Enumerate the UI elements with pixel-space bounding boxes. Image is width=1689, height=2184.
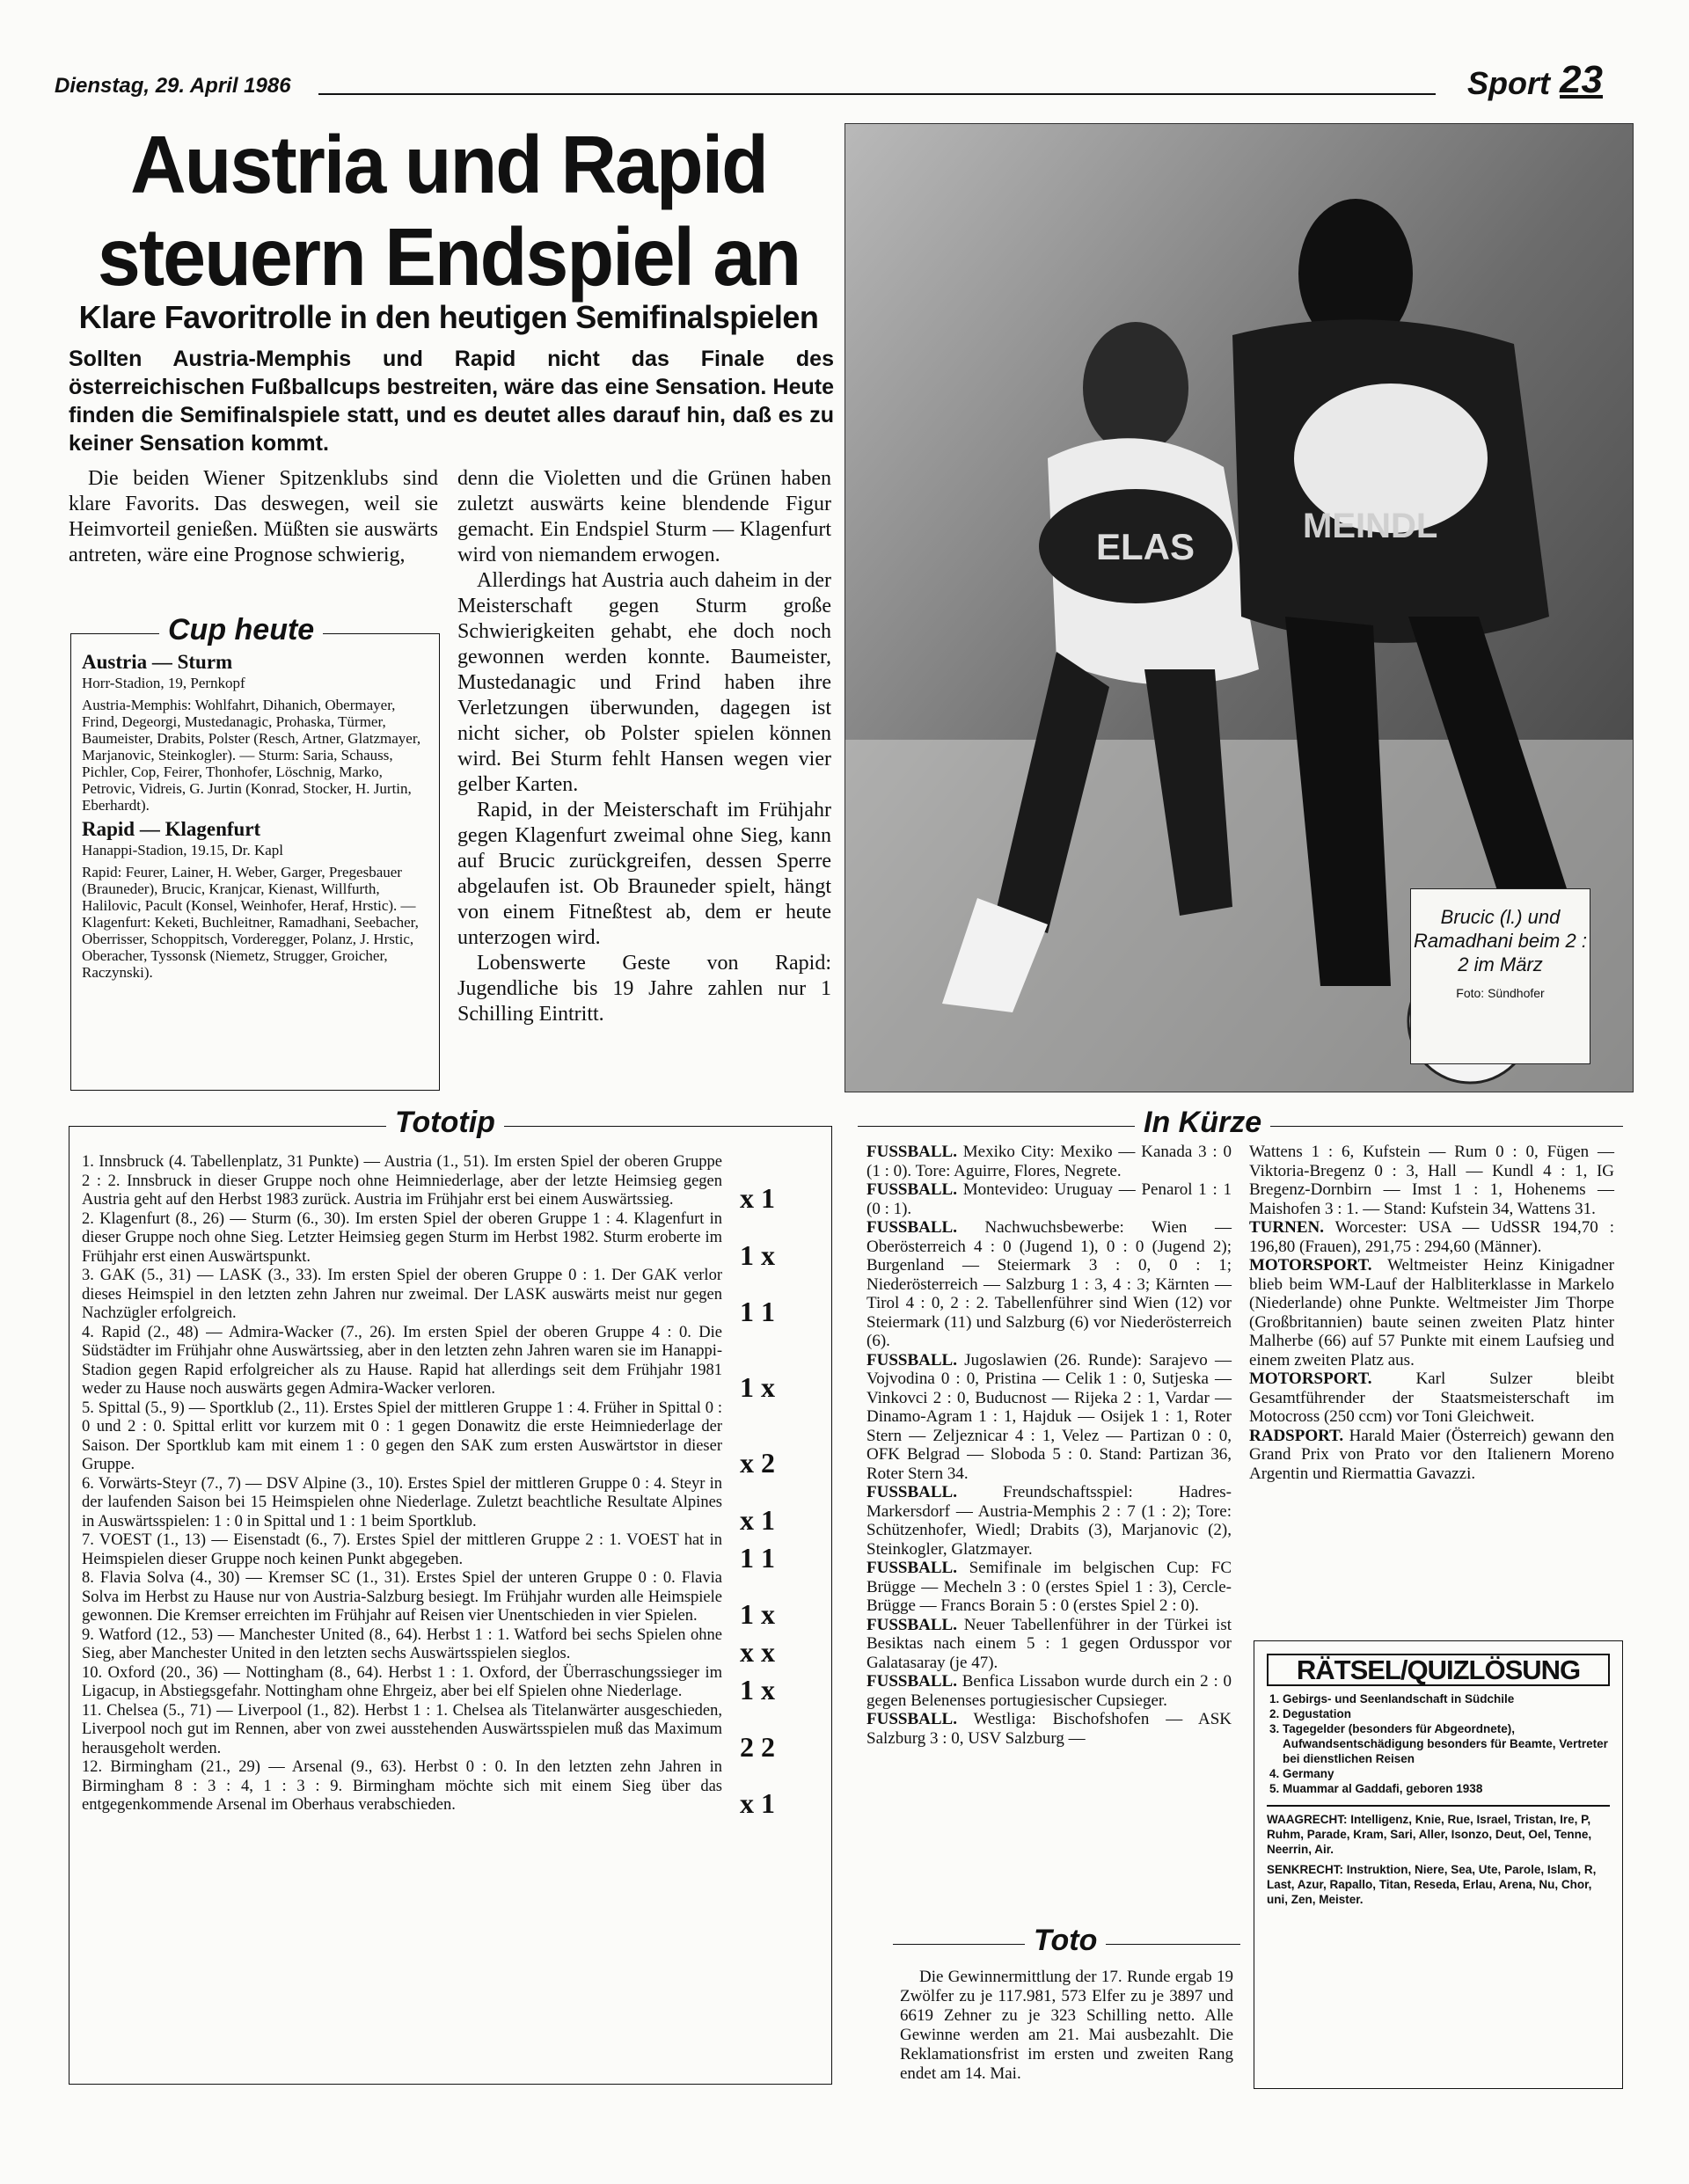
page-number: 23: [1560, 58, 1603, 101]
jersey-text: ELAS: [1096, 526, 1195, 567]
brief-item: [866, 1710, 1232, 1748]
tototip-text: 4. Rapid (2., 48) — Admira-Wacker (7., 26). Im ersten Spiel der oberen Gruppe 4 : 0. Die Südstädter im Frühjahr ohne Auswärtssieg, aber in den letzten zehn Jahren waren sie im Hanappi-Stadion gegen Rapid erfolgreicher als zu Hause. Rapid hat allerdings seit dem Frühjahr 1981 weder zu Hause noch auswärts gegen Admira-Wacker verloren.: [82, 1323, 722, 1398]
quiz-title: RÄTSEL/QUIZLÖSUNG: [1267, 1654, 1610, 1686]
brief-keyword: FUSSBALL.: [866, 1350, 957, 1370]
tototip-prediction: x 1: [740, 1787, 775, 1819]
in-brief-column-2: [1249, 1143, 1614, 1483]
photo-caption: Brucic (l.) und Ramadhani beim 2 : 2 im März: [1414, 906, 1587, 975]
tototip-title: Tototip: [386, 1106, 504, 1140]
brief-text: Semifinale im belgischen Cup: FC Brügge — Mecheln 3 : 0 (erstes Spiel 1 : 3), Cercle-Brügge — Francs Borain 5 : 0 (erstes Spiel 2 : 0).: [866, 1559, 1232, 1615]
jersey-text: MEINDL: [1303, 507, 1438, 545]
down-answers: Instruktion, Niere, Sea, Ute, Parole, Islam, R, Last, Azur, Rapallo, Titan, Reseda, Erlau, Arena, Nu, Chor, uni, Zen, Meister.: [1267, 1863, 1597, 1906]
brief-text: Westliga: Bischofshofen — ASK Salzburg 3 : 0, USV Salzburg —: [866, 1710, 1232, 1748]
tototip-prediction: 1 1: [740, 1296, 775, 1327]
tototip-item: [82, 1625, 819, 1668]
brief-item: [866, 1672, 1232, 1710]
brief-text: Neuer Tabellenführer in der Türkei ist Besiktas nach einem 5 : 1 gegen Ordusspor vor Galatasaray (je 47).: [866, 1615, 1232, 1672]
in-brief-column-1: [866, 1143, 1232, 1748]
tototip-text: 12. Birmingham (21., 29) — Arsenal (9., 63). Herbst 0 : 0. In den letzten zehn Jahren in Birmingham 8 : 3 : 4, 1 : 3 : 9. Birmingham möchte sich mit einem Sieg über das entgegenkommende Arsenal im Oberhaus verabschieden.: [82, 1758, 722, 1814]
tototip-text: 5. Spittal (5., 9) — Sportklub (2., 11). Erstes Spiel der mittleren Gruppe 1 : 4. Früher in Spittal 0 : 0 und 2 : 0. Spittal erlitt vor kurzem mit 0 : 1 gegen Donawitz die erste Heimniederlage der Saison. Der Sportklub kam mit einem 1 : 0 gegen den SAK zum ersten Auswärtstor in dieser Gruppe.: [82, 1399, 722, 1473]
crossword-across: [1267, 1812, 1610, 1857]
tototip-text: 2. Klagenfurt (8., 26) — Sturm (6., 30). Im ersten Spiel der oberen Gruppe 1 : 4. Klagenfurt in dieser Gruppe noch ohne Sieg. Letzter Heimsieg gegen Sturm im Herbst 1982. Sturm eroberte im Frühjahr erst einen Auswärtspunkt.: [82, 1209, 722, 1266]
cup-box-title: Cup heute: [159, 613, 323, 647]
brief-item: [866, 1143, 1232, 1180]
quiz-solution-box: [1254, 1640, 1623, 2089]
subheadline: Klare Favoritrolle in den heutigen Semifinalspielen: [78, 299, 819, 335]
brief-item: [866, 1351, 1232, 1484]
issue-date: Dienstag, 29. April 1986: [55, 74, 291, 98]
brief-item: [1249, 1143, 1614, 1218]
brief-item: [866, 1559, 1232, 1616]
lead-paragraph: Sollten Austria-Memphis und Rapid nicht das Finale des österreichischen Fußballcups bestreiten, wäre das eine Sensation. Heute finden die Semifinalspiele statt, und es deutet alles darauf hin, daß es zu keiner Sensation kommt.: [69, 347, 834, 456]
quiz-answer: 3. Tagegelder (besonders für Abgeordnete), Aufwandsentschädigung besonders für Beamte, Vertreter bei dienstlichen Reisen: [1283, 1721, 1610, 1766]
brief-keyword: FUSSBALL.: [866, 1143, 957, 1161]
match-venue: Hanappi-Stadion, 19.15, Dr. Kapl: [82, 842, 283, 858]
tototip-prediction: x 1: [740, 1182, 775, 1214]
tototip-item: [82, 1569, 819, 1630]
brief-keyword: FUSSBALL.: [866, 1483, 957, 1501]
tototip-item: [82, 1663, 819, 1706]
brief-item: [866, 1218, 1232, 1351]
tototip-prediction: 1 x: [740, 1674, 775, 1706]
article-paragraph: Allerdings hat Austria auch daheim in der Meisterschaft gegen Sturm große Schwierigkeiten gehabt, ehe doch noch gewonnen werden konnte. Baumeister, Mustedanagic und Frind haben ihre Verletzungen überwunden, dagegen ist nicht sicher, ob Polster spielen können wird. Bei Sturm fehlt Hansen wegen vier gelber Karten.: [457, 569, 831, 796]
tototip-prediction: 1 x: [740, 1238, 775, 1271]
article-column-2: [457, 466, 831, 1027]
brief-text: Wattens 1 : 6, Kufstein — Rum 0 : 0, Fügen — Viktoria-Bregenz 0 : 3, Hall — Kundl 4 : 1, IG Bregenz-Dornbirn — Imst 1 : 1, Hohenems — Maishofen 3 : 1. — Stand: Kufstein 34, Wattens 31.: [1249, 1143, 1614, 1218]
brief-item: [1249, 1427, 1614, 1484]
tototip-item: [82, 1531, 819, 1574]
brief-item: [866, 1483, 1232, 1559]
article-paragraph: Die beiden Wiener Spitzenklubs sind klare Favorits. Das deswegen, weil sie Heimvorteil genießen. Müßten sie auswärts antreten, wäre eine Prognose schwierig,: [69, 467, 438, 566]
brief-keyword: MOTORSPORT.: [1249, 1370, 1372, 1388]
tototip-text: 3. GAK (5., 31) — LASK (3., 33). Im ersten Spiel der oberen Gruppe 0 : 1. Der GAK verlor dieses Heimspiel in den letzten zehn Jahren nur zweimal. Der LASK auswärts meist nur gegen Nachzügler erfolgreich.: [82, 1267, 722, 1322]
across-answers: Intelligenz, Knie, Rue, Israel, Tristan, Ire, P, Ruhm, Parade, Kram, Sari, Aller, Isonzo, Deut, Oel, Tenne, Neerrin, Air.: [1267, 1813, 1592, 1856]
section-name: Sport: [1467, 65, 1550, 101]
article-paragraph: Rapid, in der Meisterschaft im Frühjahr gegen Klagenfurt zweimal ohne Sieg, kann auf Brucic zurückgreifen, dessen Sperre abgelaufen ist. Ob Brauneder spielt, hängt von einem Fitneßtest ab, dem er heute unterzogen wird.: [457, 799, 831, 949]
article-paragraph: Lobenswerte Geste von Rapid: Jugendliche bis 19 Jahre zahlen nur 1 Schilling Eintritt.: [457, 952, 831, 1026]
match-title: Austria — Sturm: [82, 651, 233, 673]
quiz-answer: 5. Muammar al Gaddafi, geboren 1938: [1283, 1781, 1610, 1796]
brief-text: Mexiko City: Mexiko — Kanada 3 : 0 (1 : 0). Tore: Aguirre, Flores, Negrete.: [866, 1143, 1232, 1180]
quiz-answer: 1. Gebirgs- und Seenlandschaft in Südchile: [1283, 1691, 1610, 1706]
brief-item: [1249, 1370, 1614, 1427]
tototip-item: [82, 1701, 819, 1763]
tototip-text: 8. Flavia Solva (4., 30) — Kremser SC (1., 31). Erstes Spiel der unteren Gruppe 0 : 0. Flavia Solva im Herbst zu Hause nur von Austria-Salzburg besiegt. Im Frühjahr wurden alle Heimspiele gewonnen. Die Kremser erreichten im Frühjahr auf Reisen vier Unentschieden in vier Spielen.: [82, 1569, 722, 1625]
tototip-prediction: x x: [740, 1636, 775, 1668]
tototip-item: [82, 1153, 819, 1214]
tototip-prediction: x 1: [740, 1503, 775, 1536]
brief-keyword: FUSSBALL.: [866, 1218, 957, 1237]
quiz-divider: [1267, 1805, 1610, 1807]
brief-text: Nachwuchsbewerbe: Wien — Oberösterreich 4 : 0 (Jugend 1), 0 : 0 (Jugend 2); Burgenland — Steiermark 3 : 0, 0 : 1; Niederösterreich — Salzburg 1 : 3, 4 : 3; Kärnten — Tirol 4 : 0, 2 : 2. Tabellenführer sind Wien (12) vor Steiermark (11) und Salzburg (6) vor Niederösterreich (6).: [866, 1218, 1232, 1350]
article-column-1: [69, 466, 438, 568]
brief-keyword: TURNEN.: [1249, 1218, 1324, 1237]
tototip-text: 6. Vorwärts-Steyr (7., 7) — DSV Alpine (3., 10). Erstes Spiel der mittleren Gruppe 0 : 4. Steyr in der laufenden Saison bei 15 Heimspielen ohne Niederlage. Zuletzt beachtliche Resultate Alpines in Auswärtsspielen: 1 : 0 in Spittal und 1 : 1 beim Sportklub.: [82, 1474, 722, 1530]
brief-item: [1249, 1256, 1614, 1370]
crossword-down: [1267, 1862, 1610, 1907]
brief-item: [1249, 1218, 1614, 1256]
tototip-text: 7. VOEST (1., 13) — Eisenstadt (6., 7). Erstes Spiel der mittleren Gruppe 2 : 1. VOEST hat in Heimspielen dieser Gruppe noch keinen Punkt abgegeben.: [82, 1531, 722, 1568]
match-lineup: Austria-Memphis: Wohlfahrt, Dihanich, Obermayer, Frind, Degeorgi, Mustedanagic, Prohaska, Türmer, Baumeister, Drabits, Polster (Resch, Artner, Glatzmayer, Marjanovic, Steinkogler). — Sturm: Saria, Schauss, Pichler, Cop, Feirer, Thonhofer, Löschnig, Marko, Petrovic, Vidreis, G. Jurtin (Konrad, Stocker, H. Jurtin, Eberhardt).: [82, 697, 421, 814]
brief-text: Harald Maier (Österreich) gewann den Grand Prix von Prato vor den Italienern Moreno Argentin und Riermattia Gavazzi.: [1249, 1426, 1614, 1483]
toto-box: [893, 1924, 1240, 2089]
tototip-list: [82, 1153, 819, 1819]
brief-item: [866, 1180, 1232, 1218]
page-header: [55, 58, 1603, 102]
tototip-item: [82, 1474, 819, 1536]
toto-title: Toto: [1025, 1924, 1106, 1958]
down-label: SENKRECHT:: [1267, 1863, 1344, 1876]
tototip-text: 9. Watford (12., 53) — Manchester United (8., 64). Herbst 1 : 1. Watford bei sechs Spielen ohne Sieg, aber Manchester United in den letzten sechs Auswärtsspielen sieglos.: [82, 1625, 722, 1662]
match-title: Rapid — Klagenfurt: [82, 818, 261, 840]
quiz-answer: 4. Germany: [1283, 1766, 1610, 1781]
tototip-prediction: x 2: [740, 1447, 775, 1479]
tototip-item: [82, 1399, 819, 1479]
brief-keyword: FUSSBALL.: [866, 1180, 957, 1199]
brief-text: Worcester: USA — UdSSR 194,70 : 196,80 (Frauen), 291,75 : 294,60 (Männer).: [1249, 1218, 1614, 1256]
brief-keyword: FUSSBALL.: [866, 1615, 957, 1634]
in-brief-title: In Kürze: [1135, 1106, 1270, 1140]
quiz-answer: 2. Degustation: [1283, 1706, 1610, 1721]
tototip-text: 10. Oxford (20., 36) — Nottingham (8., 64). Herbst 1 : 1. Oxford, der Überraschungssieger im Ligacup, in Abstiegsgefahr. Nottingham ohne Ehrgeiz, aber bei elf Spielen ohne Niederlage.: [82, 1663, 722, 1700]
tototip-item: [82, 1323, 819, 1403]
tototip-prediction: 2 2: [740, 1730, 775, 1763]
tototip-prediction: 1 x: [740, 1371, 775, 1403]
brief-keyword: FUSSBALL.: [866, 1672, 957, 1691]
match-lineup: Rapid: Feurer, Lainer, H. Weber, Garger, Pregesbauer (Brauneder), Brucic, Kranjcar, Kienast, Willfurth, Halilovic, Pacult (Konsel, Weinhofer, Heraf, Hrstic). — Klagenfurt: Keketi, Buchleitner, Ramadhani, Seebacher, Oberrisser, Schoppitsch, Vorderegger, Polanz, J. Hrstic, Oberacher, Tyssonsk (Niemetz, Strugger, Groicher, Raczynski).: [82, 864, 419, 981]
photo-credit: Foto: Sündhofer: [1456, 986, 1545, 1000]
tototip-text: 1. Innsbruck (4. Tabellenplatz, 31 Punkte) — Austria (1., 51). Im ersten Spiel der oberen Gruppe 2 : 2. Innsbruck in dieser Gruppe noch ohne Heimniederlage, aber der letzte Heimsieg gegen Austria geht auf den Herbst 1983 zurück. Austria im Frühjahr erst bei einem Auswärtssieg.: [82, 1153, 722, 1209]
brief-text: Weltmeister Heinz Kinigadner blieb beim WM-Lauf der Halbliterklasse in Markelo (Niederlande) ohne Punkte. Weltmeister Jim Thorpe (Großbritannien) baute seinen zweiten Platz hinter Malherbe (66) auf 57 Punkte mit einem Laufsieg und einem zweiten Platz aus.: [1249, 1256, 1614, 1370]
brief-text: Freundschaftsspiel: Hadres-Markersdorf — Austria-Memphis 2 : 7 (1 : 2); Tore: Schützenhofer, Wiedl; Drabits (3), Marjanovic (2), Steinkogler, Glatzmayer.: [866, 1483, 1232, 1559]
tototip-box: [69, 1106, 832, 2085]
brief-keyword: RADSPORT.: [1249, 1426, 1344, 1445]
quiz-answers: [1267, 1691, 1610, 1796]
brief-text: Jugoslawien (26. Runde): Sarajevo — Vojvodina 0 : 0, Pristina — Celik 1 : 0, Sutjeska — Vinkovci 2 : 0, Buducnost — Rijeka 2 : 1, Vardar — Dinamo-Agram 1 : 1, Hajduk — Osijek 1 : 1, Roter Stern — Zeljeznicar 4 : 1, Velez — Partizan 0 : 0, OFK Belgrad — Sloboda 5 : 0. Stand: Partizan 36, Roter Stern 34.: [866, 1350, 1232, 1483]
photo-caption-box: [1410, 888, 1590, 1064]
headline-line-1: Austria und Rapid: [130, 119, 767, 210]
cup-today-box: [70, 613, 440, 1091]
tototip-prediction: 1 x: [740, 1598, 775, 1630]
toto-text: Die Gewinnermittlung der 17. Runde ergab 19 Zwölfer zu je 117.981, 573 Elfer zu je 3897 und 6619 Zehner zu je 323 Schilling netto. Alle Gewinne werden am 21. Mai ausbezahlt. Die Reklamationsfrist im ersten und zweiten Rang endet am 14. Mai.: [900, 1968, 1233, 2083]
match-venue: Horr-Stadion, 19, Pernkopf: [82, 675, 245, 691]
brief-item: [866, 1616, 1232, 1673]
tototip-item: [82, 1209, 819, 1271]
brief-text: Karl Sulzer bleibt Gesamtführender der Staatsmeisterschaft im Motocross (250 ccm) vor Toni Gleichweit.: [1249, 1370, 1614, 1426]
brief-text: Montevideo: Uruguay — Penarol 1 : 1 (0 : 1).: [866, 1180, 1232, 1218]
article-paragraph: denn die Violetten und die Grünen haben zuletzt auswärts keine blendende Figur gemacht. Ein Endspiel Sturm — Klagenfurt wird von niemandem erwogen.: [457, 467, 831, 566]
headline-line-2: steuern Endspiel an: [97, 211, 801, 303]
tototip-prediction: 1 1: [740, 1541, 775, 1574]
across-label: WAAGRECHT:: [1267, 1813, 1348, 1826]
tototip-item: [82, 1267, 819, 1327]
tototip-text: 11. Chelsea (5., 71) — Liverpool (1., 82). Herbst 1 : 1. Chelsea als Titelanwärter ausgeschieden, Liverpool noch gut im Rennen, aber von zwei ausstehenden Auswärtsspielen muß das Maximum herausgeholt werden.: [82, 1701, 722, 1757]
brief-text: Benfica Lissabon wurde durch ein 2 : 0 gegen Belenenses portugiesischer Cupsieger.: [866, 1672, 1232, 1710]
header-rule: [318, 93, 1436, 95]
brief-keyword: FUSSBALL.: [866, 1559, 957, 1577]
headline: [62, 119, 836, 303]
brief-keyword: MOTORSPORT.: [1249, 1256, 1372, 1275]
tototip-item: [82, 1758, 819, 1819]
brief-keyword: FUSSBALL.: [866, 1710, 957, 1728]
